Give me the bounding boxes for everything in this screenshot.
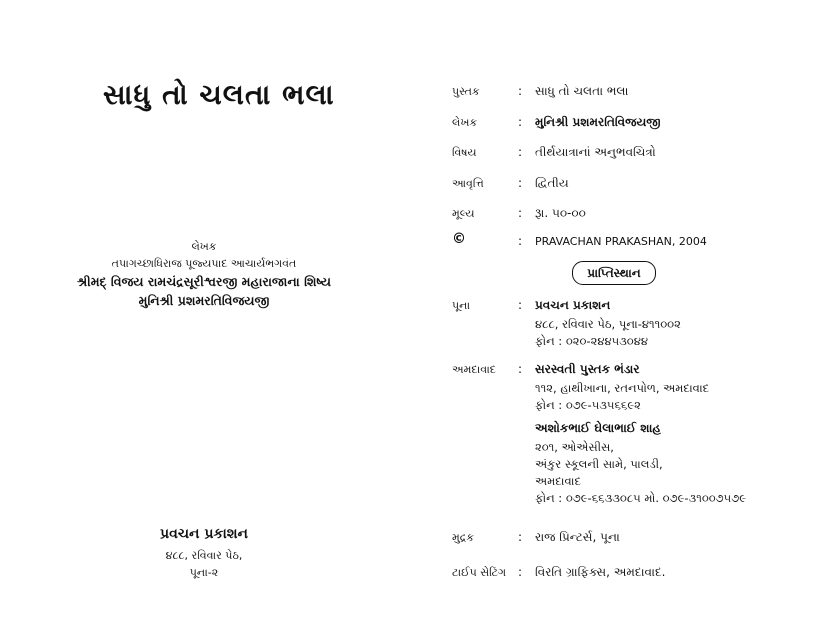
subject-label: વિષય — [452, 146, 477, 159]
typesetting-value: વિરતિ ગ્રાફિક્સ, અમદાવાદ. — [535, 565, 666, 579]
pune-outlet-name: પ્રવચન પ્રકાશન — [535, 298, 611, 312]
author-detail-label: લેખક — [452, 116, 478, 129]
price-value: રૂા. ૫૦-૦૦ — [535, 206, 586, 220]
book-title: સાધુ તો ચલતા ભલા — [103, 78, 335, 111]
author-detail-value: મુનિશ્રી પ્રશમરતિવિજયજી — [535, 115, 661, 129]
edition-label: આવૃત્તિ — [452, 177, 484, 190]
colon: : — [518, 176, 523, 190]
ahmedabad-outlet-2-phone: ફોન : ૦૭૯-૬૬૩૩૦૮૫ મો. ૦૭૯-૩૧૦૦૭૫૭૯ — [535, 491, 747, 505]
ahmedabad-outlet-1-name: સરસ્વતી પુસ્તક ભંડાર — [535, 362, 640, 376]
colon: : — [518, 362, 523, 376]
colon: : — [518, 145, 523, 159]
publisher-address-1: ૪૮૮, રવિવાર પેઠ, — [165, 549, 243, 562]
publisher-name: પ્રવચન પ્રકાશન — [160, 526, 248, 542]
pune-outlet-phone: ફોન : ૦૨૦-૨૪૪૫૩૦૪૪ — [535, 334, 648, 348]
colon: : — [518, 115, 523, 129]
pune-outlet-address: ૪૮૮, રવિવાર પેઠ, પૂના-૪૧૧૦૦૨ — [535, 317, 681, 331]
book-value: સાધુ તો ચલતા ભલા — [535, 84, 629, 98]
ahmedabad-outlet-2-address-3: અમદાવાદ — [535, 474, 581, 488]
publisher-address-2: પૂના-૨ — [189, 566, 219, 579]
colon: : — [518, 206, 523, 220]
typesetting-label: ટાઈપ સેટિંગ — [452, 566, 507, 579]
ahmedabad-outlet-2-address-1: ૨૦૧, ઓએસીસ, — [535, 440, 614, 454]
author-line-2: શ્રીમદ્ વિજય રામચંદ્રસૂરીશ્વરજી મહારાજાના શિષ્ય — [76, 274, 332, 289]
ahmedabad-outlet-2-name: અશોકભાઈ ઘેલાભાઈ શાહ — [535, 421, 661, 435]
colon: : — [518, 298, 523, 312]
colon: : — [518, 530, 523, 544]
availability-badge: પ્રાપ્તિસ્થાન — [572, 261, 656, 285]
author-line-3: મુનિશ્રી પ્રશમરતિવિજયજી — [138, 293, 270, 308]
book-label: પુસ્તક — [452, 85, 480, 98]
price-label: મૂલ્ય — [452, 207, 475, 220]
printer-label: મુદ્રક — [452, 531, 475, 544]
colon: : — [518, 84, 523, 98]
copyright-value: PRAVACHAN PRAKASHAN, 2004 — [535, 235, 707, 248]
pune-label: પૂના — [452, 299, 471, 312]
author-label: લેખક — [191, 240, 217, 253]
ahmedabad-outlet-1-address: ૧૧૨, હાથીખાના, રતનપોળ, અમદાવાદ — [535, 381, 710, 395]
author-block — [60, 0, 348, 639]
ahmedabad-label: અમદાવાદ — [452, 363, 496, 376]
edition-value: દ્વિતીય — [535, 176, 569, 190]
ahmedabad-outlet-1-phone: ફોન : ૦૭૯-૫૩૫૬૬૯૨ — [535, 398, 641, 412]
author-line-1: તપાગચ્છાધિરાજ પૂજ્યપાદ આચાર્યભગવંત — [111, 257, 297, 270]
printer-value: રાજ પ્રિન્ટર્સ, પૂના — [535, 530, 620, 544]
colon: : — [518, 234, 523, 248]
subject-value: તીર્થયાત્રાનાં અનુભવચિત્રો — [535, 145, 656, 159]
colon: : — [518, 565, 523, 579]
ahmedabad-outlet-2-address-2: અંકુર સ્કૂલની સામે, પાલડી, — [535, 457, 663, 471]
copyright-icon: © — [452, 231, 466, 247]
